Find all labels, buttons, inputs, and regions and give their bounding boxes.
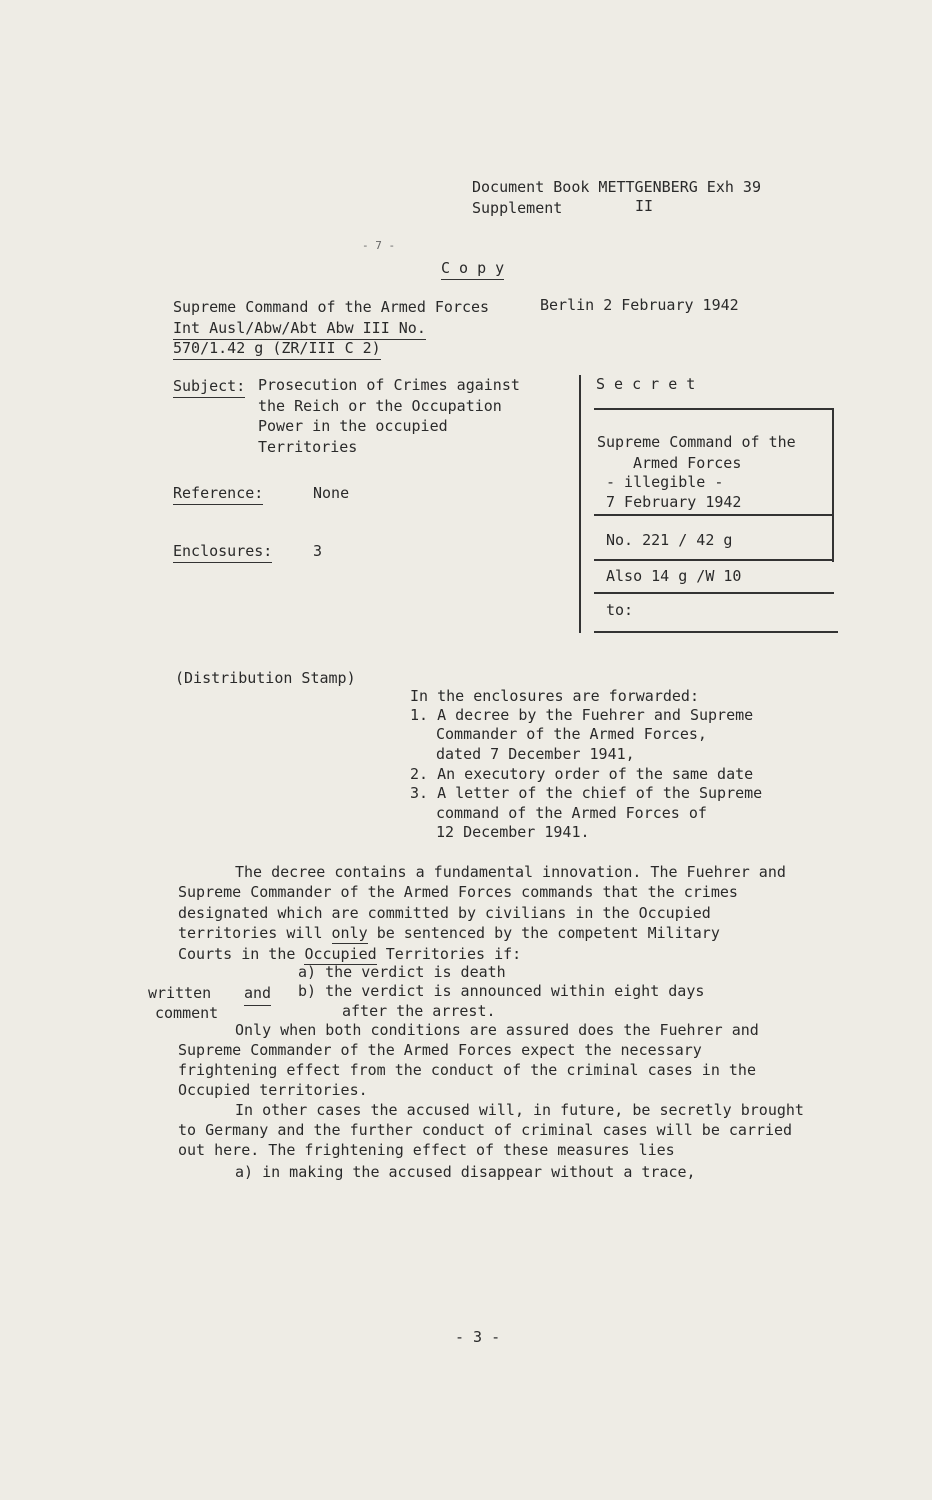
condition-b: b) the verdict is announced within eight days [298,982,705,1000]
body-line: frightening effect from the conduct of the criminal cases in the [178,1061,756,1079]
supplement-label: Supplement [472,199,563,217]
enclosures-intro: In the enclosures are forwarded: [410,687,699,705]
enclosure-item: 2. An executory order of the same date [410,765,754,783]
reference-label: Reference: [173,483,263,505]
stamp-line-1: Supreme Command of the [597,433,796,451]
document-book-reference: Document Book METTGENBERG Exh 39 [472,178,761,196]
body-line: The decree contains a fundamental innovation. The Fuehrer and [235,863,786,881]
stamp-line-3: - illegible - [606,473,724,491]
sender-line-2: Int Ausl/Abw/Abt Abw III No. [173,318,426,340]
body-line: Supreme Commander of the Armed Forces expect the necessary [178,1041,702,1059]
enclosure-item: command of the Armed Forces of [436,804,707,822]
condition-a: a) the verdict is death [298,963,506,981]
secret-label: S e c r e t [596,375,696,393]
subject-line-4: Territories [258,438,358,456]
enclosures-label: Enclosures: [173,541,272,563]
body-line: In other cases the accused will, in future, be secretly brought [235,1101,804,1119]
emphasis-only: only [331,924,368,942]
body-line: a) in making the accused disappear without a trace, [235,1163,696,1181]
stamp-line-2: Armed Forces [633,454,742,472]
enclosure-item: 3. A letter of the chief of the Supreme [410,784,763,802]
body-line: Courts in the Occupied Territories if: [178,945,522,963]
body-line: to Germany and the further conduct of criminal cases will be carried [178,1121,793,1139]
page-number: - 3 - [455,1328,501,1346]
enclosure-item: 12 December 1941. [436,823,590,841]
subject-line-1: Prosecution of Crimes against [258,376,520,394]
sender-line-1: Supreme Command of the Armed Forces [173,298,490,316]
stamp-number: No. 221 / 42 g [606,531,733,549]
enclosure-item: Commander of the Armed Forces, [436,725,707,743]
letter-date: Berlin 2 February 1942 [540,296,739,314]
sender-line-3: 570/1.42 g (ZR/III C 2) [173,338,381,360]
subject-line-2: the Reich or the Occupation [258,397,502,415]
subject-line-3: Power in the occupied [258,417,448,435]
body-line: designated which are committed by civilians in the Occupied [178,904,711,922]
page-title: C o p y [441,258,504,280]
enclosure-item: dated 7 December 1941, [436,745,635,763]
margin-note-written: written [148,984,212,1002]
enclosure-item: 1. A decree by the Fuehrer and Supreme [410,706,754,724]
body-line: territories will only be sentenced by the competent Military [178,924,720,942]
supplement-number: II [635,197,654,215]
condition-b-cont: after the arrest. [342,1002,496,1020]
distribution-stamp: (Distribution Stamp) [175,669,356,687]
body-line: Occupied territories. [178,1081,368,1099]
page-mark: - 7 - [362,239,396,252]
body-line: out here. The frightening effect of these measures lies [178,1141,675,1159]
body-line: Only when both conditions are assured does the Fuehrer and [235,1021,759,1039]
stamp-line-4: 7 February 1942 [606,493,742,511]
emphasis-occupied: Occupied [304,945,377,963]
body-line: Supreme Commander of the Armed Forces commands that the crimes [178,883,738,901]
margin-note-and: and [244,983,271,1006]
subject-label: Subject: [173,376,245,398]
margin-note-comment: comment [155,1004,219,1022]
stamp-to: to: [606,601,634,619]
stamp-also: Also 14 g /W 10 [606,567,742,585]
reference-value: None [313,484,350,502]
enclosures-value: 3 [313,542,323,560]
